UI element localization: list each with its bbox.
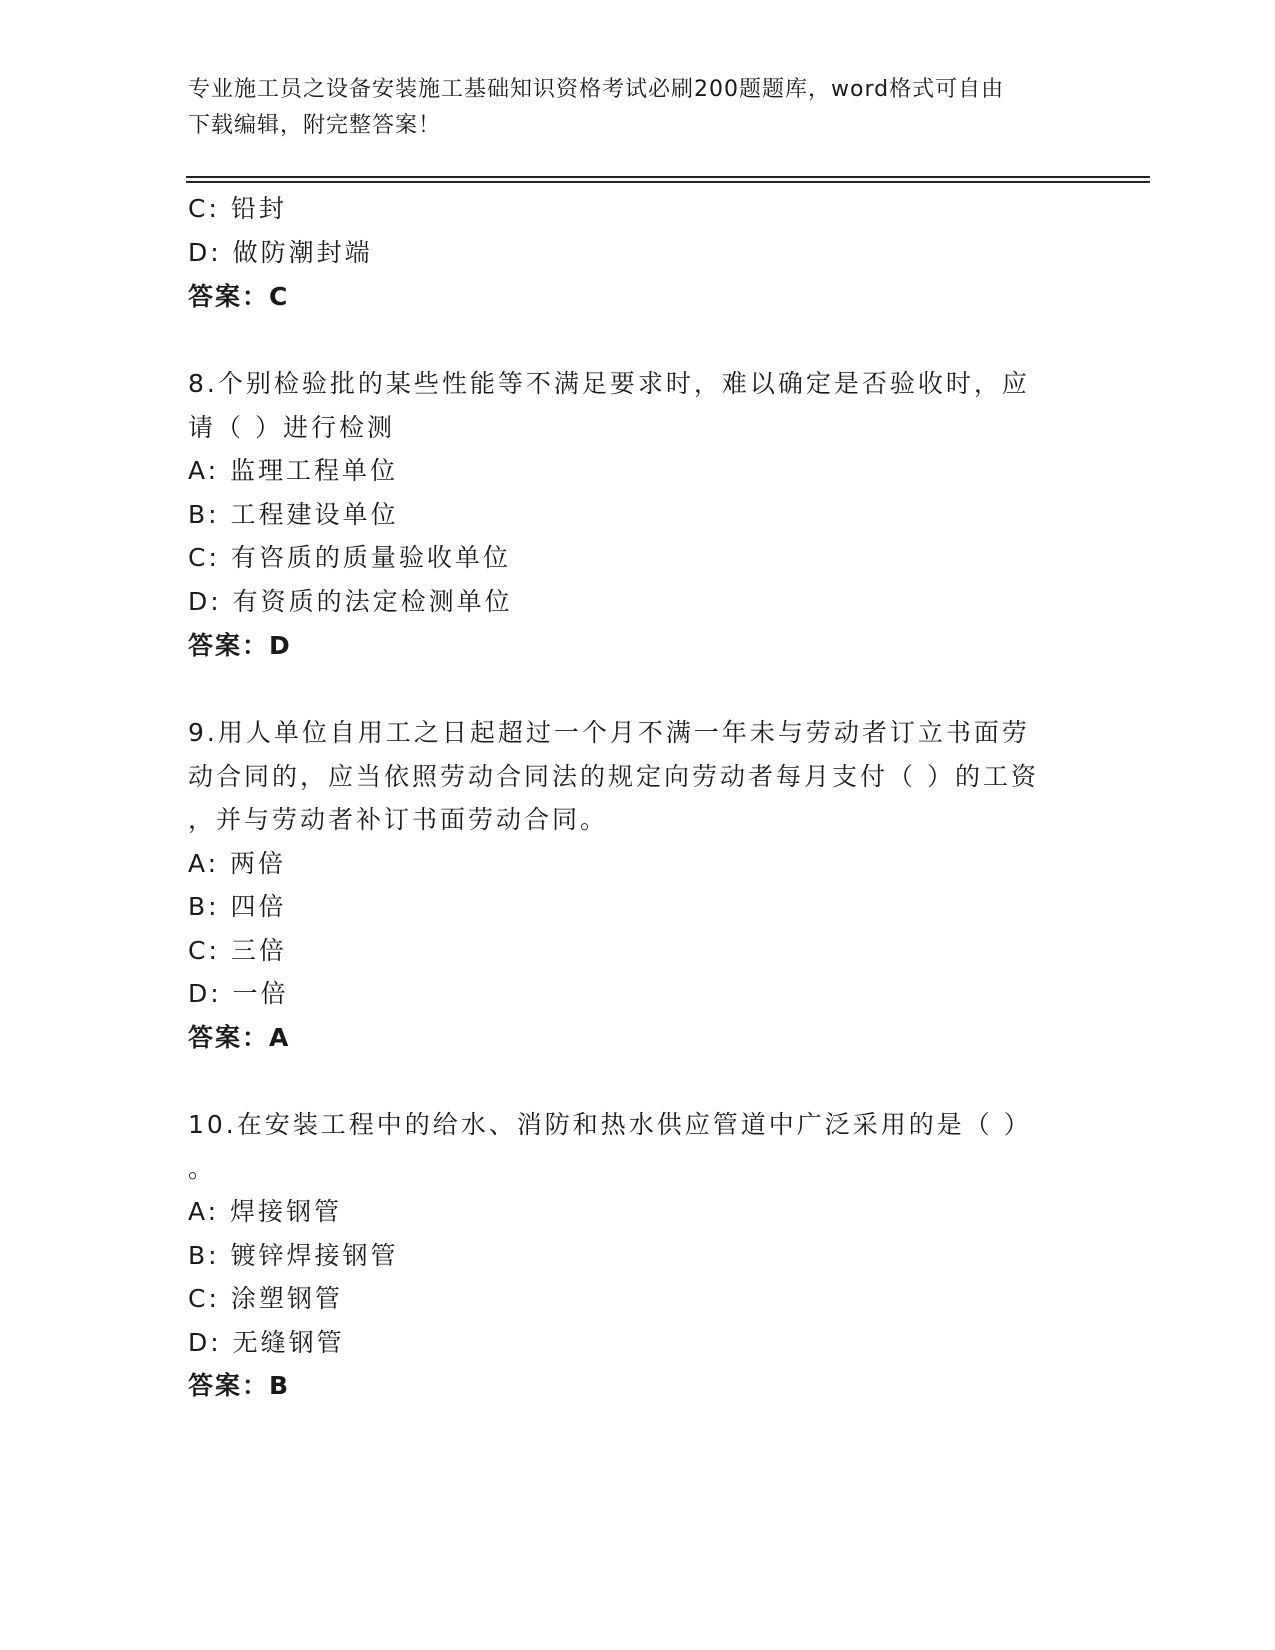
q10-option-a: A: 焊接钢管 [188, 1197, 343, 1226]
q8-option-a: A: 监理工程单位 [188, 456, 399, 485]
q10-option-d: D: 无缝钢管 [188, 1328, 345, 1357]
q10-option-c: C: 涂塑钢管 [188, 1284, 343, 1313]
header-title-line-2: 下载编辑，附完整答案！ [188, 113, 442, 138]
q9-stem-line-3: ，并与劳动者补订书面劳动合同。 [188, 805, 609, 834]
q7-option-c: C: 铅封 [188, 194, 287, 223]
q9-stem-line-2: 动合同的，应当依照劳动合同法的规定向劳动者每月支付（ ）的工资 [188, 762, 1039, 791]
page-header [188, 72, 1068, 144]
q9-answer: 答案：A [188, 1023, 291, 1052]
header-divider-top [186, 176, 1150, 178]
q9-option-d: D: 一倍 [188, 979, 289, 1008]
q9-stem-line-1: 9.用人单位自用工之日起超过一个月不满一年未与劳动者订立书面劳 [188, 718, 1030, 747]
q8-option-c: C: 有咨质的质量验收单位 [188, 543, 511, 572]
q9-option-c: C: 三倍 [188, 936, 287, 965]
q10-stem-line-1: 10.在安装工程中的给水、消防和热水供应管道中广泛采用的是（ ） [188, 1110, 1032, 1139]
q7-answer: 答案：C [188, 282, 290, 311]
q10-answer: 答案：B [188, 1371, 291, 1400]
q8-stem-line-1: 8.个别检验批的某些性能等不满足要求时，难以确定是否验收时，应 [188, 369, 1030, 398]
q10-stem-line-2: 。 [188, 1154, 217, 1183]
q8-answer: 答案：D [188, 631, 292, 660]
q10-option-b: B: 镀锌焊接钢管 [188, 1241, 399, 1270]
q7-option-d: D: 做防潮封端 [188, 238, 373, 267]
q9-option-a: A: 两倍 [188, 849, 287, 878]
q8-option-b: B: 工程建设单位 [188, 500, 399, 529]
q8-option-d: D: 有资质的法定检测单位 [188, 587, 513, 616]
header-title-line-1: 专业施工员之设备安装施工基础知识资格考试必刷200题题库，word格式可自由 [188, 77, 1005, 102]
q8-stem-line-2: 请（ ）进行检测 [188, 413, 395, 442]
q9-option-b: B: 四倍 [188, 892, 287, 921]
header-divider-bottom [186, 181, 1150, 183]
